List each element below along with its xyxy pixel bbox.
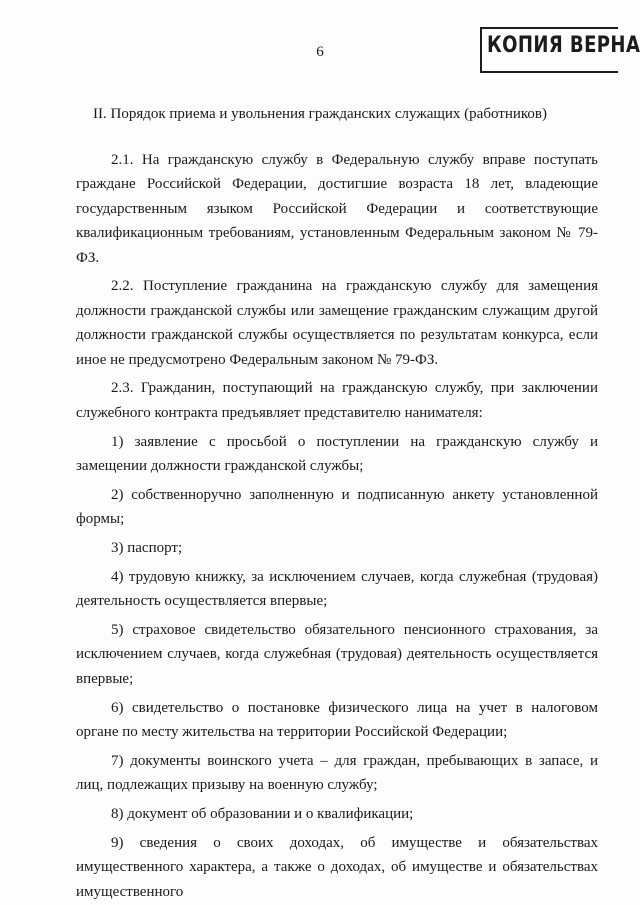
- page-number: 6: [316, 44, 324, 60]
- certified-copy-stamp: [480, 27, 640, 73]
- list-item-2: 2) собственноручно заполненную и подписанную анкету установленной формы;: [76, 486, 598, 528]
- list-item-9: 9) сведения о своих доходах, об имуществе и обязательствах имущественного характера, а также о доходах, об имуществе и обязательствах имущественного: [76, 834, 598, 900]
- section-heading: II. Порядок приема и увольнения гражданских служащих (работников): [93, 106, 547, 122]
- paragraph-2-3: 2.3. Гражданин, поступающий на гражданскую службу, при заключении служебного контракта предъявляет представителю нанимателя:: [76, 380, 598, 421]
- paragraph-2-1: 2.1. На гражданскую службу в Федеральную службу вправе поступать граждане Российской Федерации, достигшие возраста 18 лет, владеющие государственным языком Российской Федерации и соответствующие квалификационным требованиям, установленным Федеральным законом № 79-ФЗ.: [76, 152, 598, 266]
- list-item-3: 3) паспорт;: [111, 540, 183, 557]
- list-item-5: 5) страховое свидетельство обязательного пенсионного страхования, за исключением случаев, когда служебная (трудовая) деятельность осуществляется впервые;: [76, 622, 598, 687]
- list-item-6: 6) свидетельство о постановке физического лица на учет в налоговом органе по месту жительства на территории Российской Федерации;: [76, 699, 598, 741]
- list-item-1: 1) заявление с просьбой о поступлении на гражданскую службу и замещении должности гражданской службы;: [76, 433, 598, 475]
- paragraph-2-2: 2.2. Поступление гражданина на гражданскую службу для замещения должности гражданской службы или замещение гражданским служащим другой должности гражданской службы осуществляется по результатам конкурса, если иное не предусмотрено Федеральным законом № 79-ФЗ.: [76, 278, 598, 368]
- stamp-text: КОПИЯ ВЕРНА: [487, 33, 640, 58]
- list-item-8: 8) документ об образовании и о квалификации;: [111, 806, 414, 823]
- list-item-4: 4) трудовую книжку, за исключением случаев, когда служебная (трудовая) деятельность осуществляется впервые;: [76, 568, 598, 610]
- document-body: [76, 148, 598, 904]
- list-item-7: 7) документы воинского учета – для граждан, пребывающих в запасе, и лиц, подлежащих призыву на военную службу;: [76, 752, 598, 794]
